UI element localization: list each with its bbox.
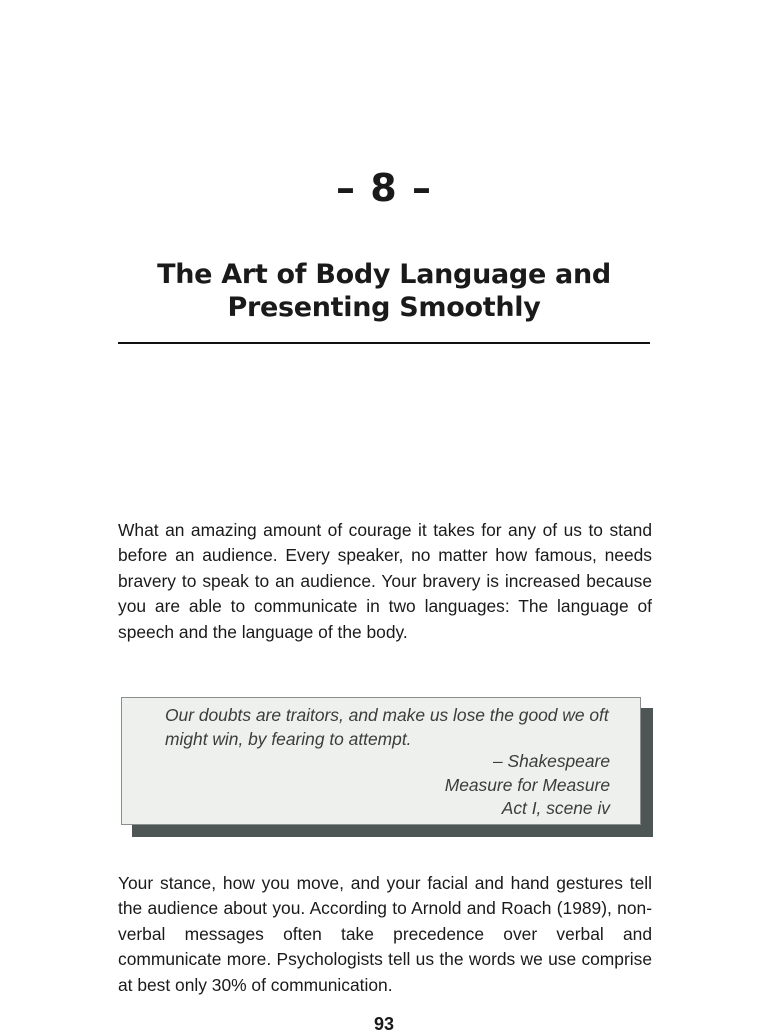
chapter-title-line-1: The Art of Body Language and [157,259,611,290]
quote-text: Our doubts are traitors, and make us lose the good we oft might win, by fearing to attempt. [165,705,609,749]
quote-author: – Shakespeare [493,751,610,771]
page-number: 93 [373,1014,395,1034]
chapter-title-line-2: Presenting Smoothly [227,292,541,323]
body-paragraph-2: Your stance, how you move, and your facial and hand gestures tell the audience about you. According to Arnold and Roach (1989), non-verbal messages often take precedence over verbal and communicate more. Psychologists tell us the words we use comprise at best only 30% of communication. [118,873,652,995]
chapter-number: – 8 – [336,166,432,210]
title-divider [118,342,650,344]
quote-work: Measure for Measure [444,774,610,795]
quote-box [121,697,641,825]
chapter-title [0,258,768,324]
body-paragraph-1: What an amazing amount of courage it takes for any of us to stand before an audience. Every speaker, no matter how famous, needs bravery to speak to an audience. Your bravery is increased because you are able to communicate in two languages: The language of speech and the language of the body. [118,520,652,642]
quote-scene: Act I, scene iv [501,798,610,818]
quote-attribution [445,750,610,821]
